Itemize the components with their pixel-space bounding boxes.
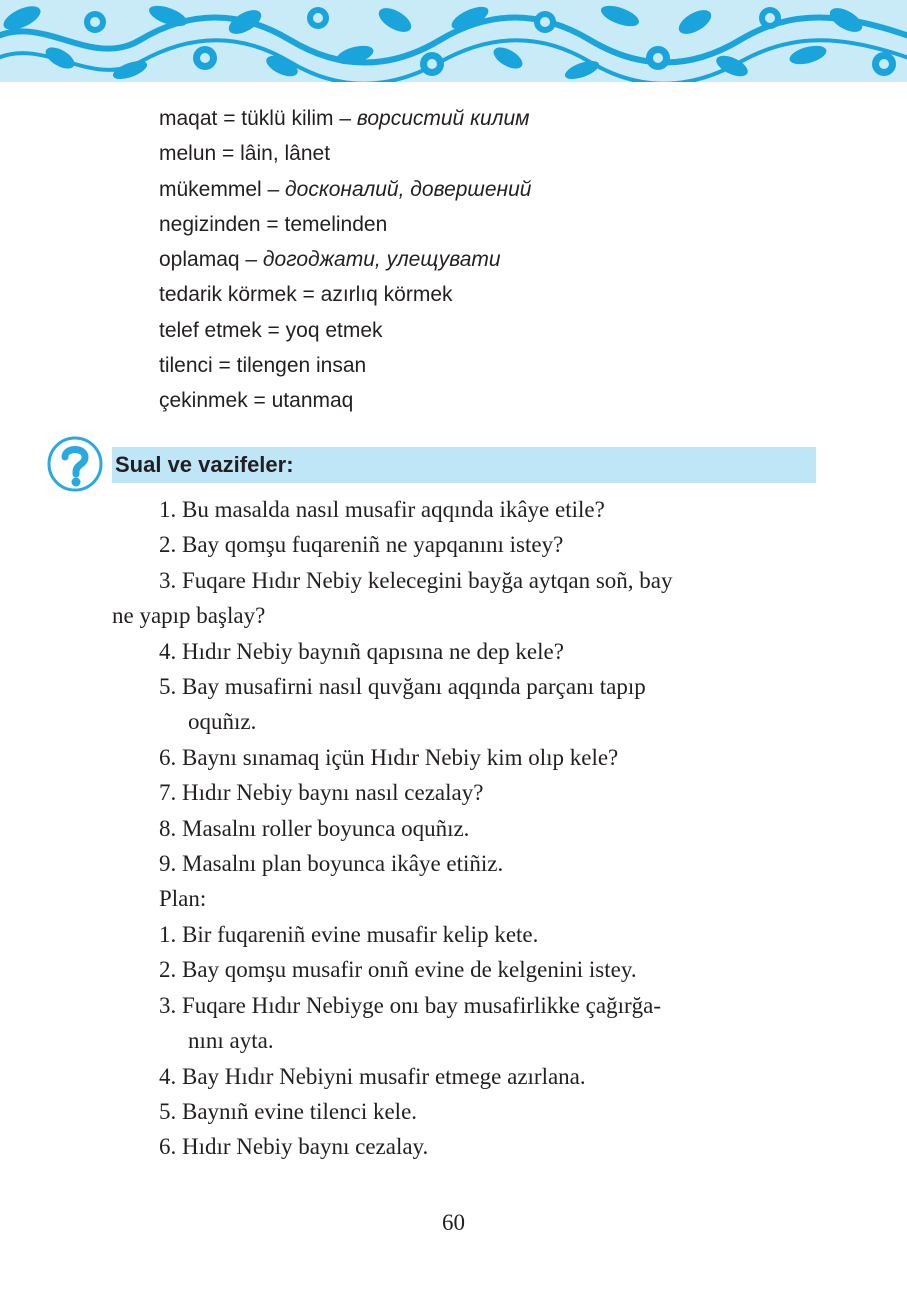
- question-item: 2. Bay qomşu fuqareniñ ne yapqanını istey?: [159, 532, 564, 558]
- question-item: [112, 563, 816, 598]
- page-number: 60: [442, 1210, 465, 1235]
- glossary-term: çekinmek = utanmaq: [159, 389, 354, 413]
- plan-item: 1. Bir fuqareniñ evine musafir kelip kete.: [159, 921, 539, 947]
- section-title: Sual ve vazifeler:: [115, 452, 294, 477]
- glossary-term: mükemmel –: [159, 177, 286, 201]
- glossary-translation: досконалий, довершений: [285, 177, 532, 201]
- question-item: 8. Masalnı roller boyunca oquñız.: [159, 815, 470, 841]
- glossary-term: negizinden = temelinden: [159, 212, 388, 236]
- glossary-entry: [159, 313, 531, 348]
- question-item: 4. Hıdır Nebiy baynıñ qapısına ne dep kele?: [159, 638, 564, 664]
- glossary-term: tilenci = tilengen insan: [159, 354, 367, 378]
- question-item-continuation: ne yapıp başlay?: [112, 603, 266, 629]
- glossary-entry: [159, 242, 531, 277]
- glossary-translation: ворсистий килим: [356, 107, 530, 130]
- glossary-term: telef etmek = yoq etmek: [159, 318, 383, 342]
- question-item: 9. Masalnı plan boyunca ikâye etiñiz.: [159, 851, 504, 877]
- plan-item: 2. Bay qomşu musafir onıñ evine de kelgenini istey.: [159, 957, 637, 983]
- plan-item-continuation: nını ayta.: [188, 1028, 274, 1054]
- decorative-floral-banner: [0, 0, 907, 82]
- glossary-entry: [159, 207, 531, 242]
- glossary-term: tedarik körmek = azırlıq körmek: [159, 283, 453, 307]
- section-heading-bar: [112, 447, 816, 483]
- glossary-term: melun = lâin, lânet: [159, 142, 331, 166]
- plan-item: 4. Bay Hıdır Nebiyni musafir etmege azırlana.: [159, 1063, 586, 1089]
- question-item: 6. Baynı sınamaq içün Hıdır Nebiy kim olıp kele?: [159, 744, 619, 770]
- plan-item: 5. Baynıñ evine tilenci kele.: [159, 1098, 418, 1124]
- question-text-line: 3. Fuqare Hıdır Nebiy kelecegini bayğa aytqan soñ, bay: [159, 567, 673, 593]
- plan-heading: Plan:: [159, 886, 207, 912]
- glossary-entry: [159, 277, 531, 312]
- question-item: 5. Bay musafirni nasıl quvğanı aqqında parçanı tapıp: [159, 674, 646, 700]
- glossary-entry: [159, 348, 531, 383]
- glossary-entry: [159, 136, 531, 171]
- glossary-entry: [159, 172, 531, 207]
- question-item-continuation: oquñız.: [188, 709, 257, 735]
- glossary-entry: [159, 101, 531, 136]
- glossary-term: oplamaq –: [159, 248, 263, 272]
- glossary-list: [159, 101, 531, 419]
- glossary-term: maqat = tüklü kilim –: [159, 107, 357, 130]
- plan-item: 3. Fuqare Hıdır Nebiyge onı bay musafirlikke çağırğa-: [159, 992, 662, 1018]
- question-text: [159, 563, 816, 598]
- question-mark-icon: [46, 435, 104, 493]
- question-item: 7. Hıdır Nebiy baynı nasıl cezalay?: [159, 780, 484, 806]
- glossary-entry: [159, 383, 531, 418]
- glossary-translation: догоджати, улещувати: [262, 248, 501, 272]
- plan-item: 6. Hıdır Nebiy baynı cezalay.: [159, 1134, 429, 1160]
- questions-list: [112, 492, 816, 1165]
- question-item: 1. Bu masalda nasıl musafir aqqında ikâye etile?: [159, 497, 605, 522]
